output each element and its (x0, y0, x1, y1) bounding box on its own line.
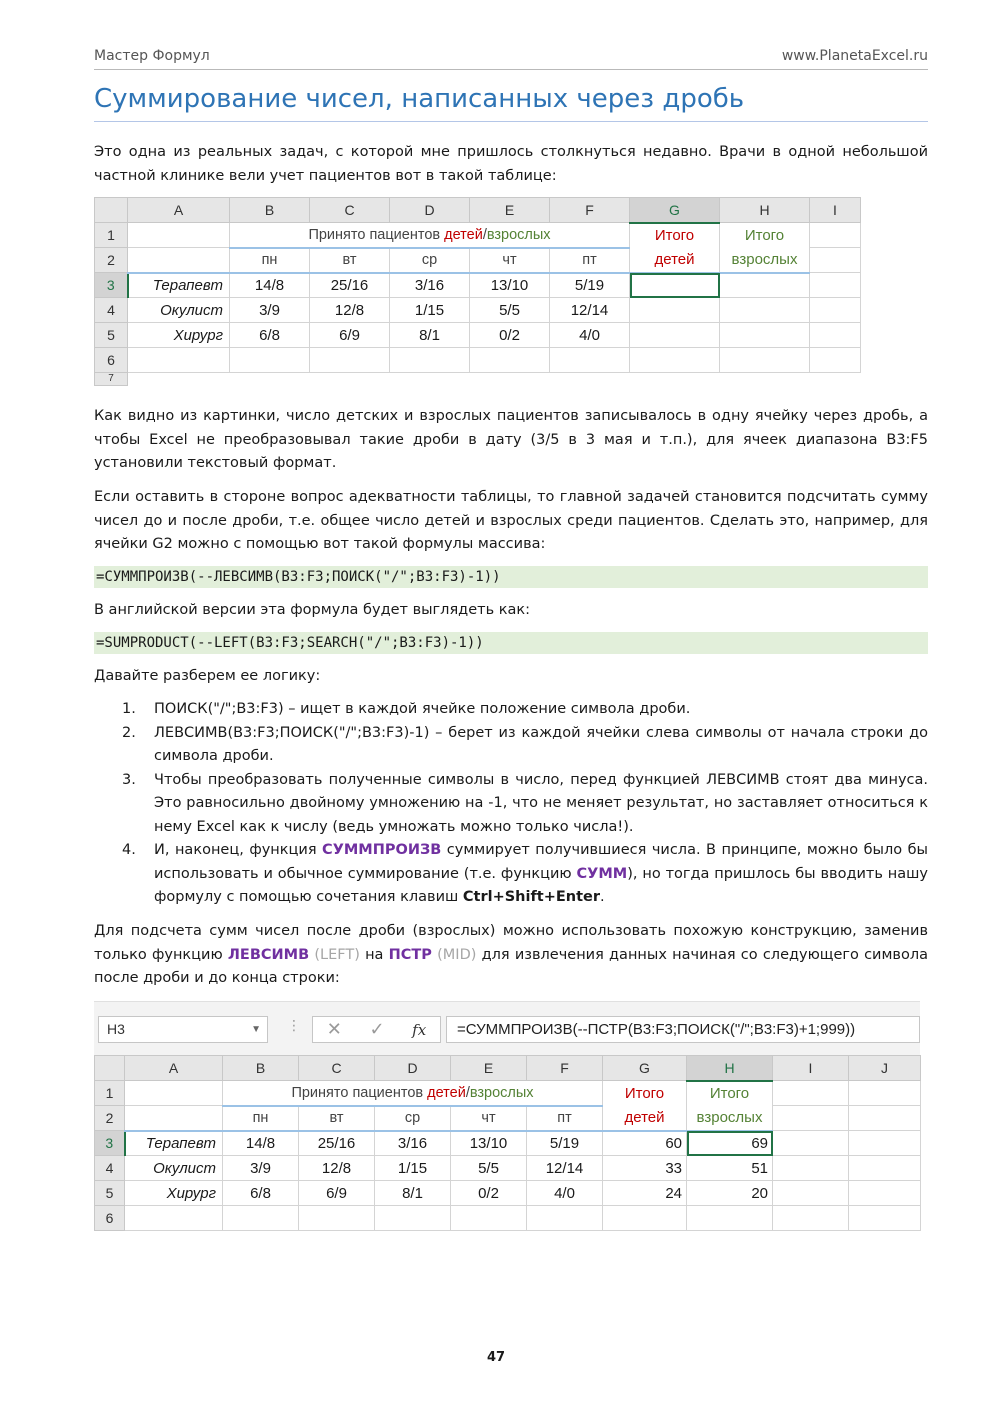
row-header[interactable]: 6 (95, 1206, 125, 1231)
header-children: детей (427, 1084, 466, 1101)
intro-paragraph: Это одна из реальных задач, с которой мне пришлось столкнуться недавно. Врачи в одной небольшой частной клинике вели учет пациентов вот в такой таблице: (94, 144, 928, 184)
doctor-name[interactable]: Хирург (128, 323, 230, 348)
data-cell[interactable]: 25/16 (310, 273, 390, 298)
cell[interactable] (630, 298, 720, 323)
day-header[interactable]: пн (223, 1106, 299, 1131)
day-header[interactable]: чт (470, 248, 550, 273)
cell[interactable] (849, 1181, 921, 1206)
itogo-adults-label[interactable]: Итого (720, 223, 810, 248)
page-title: Суммирование чисел, написанных через дробь (94, 84, 745, 114)
column-header[interactable]: D (375, 1056, 451, 1081)
data-cell[interactable]: 4/0 (550, 323, 630, 348)
children-label[interactable]: детей (630, 248, 720, 273)
data-cell[interactable]: 4/0 (527, 1181, 603, 1206)
column-header[interactable]: H (687, 1056, 773, 1081)
para-text: на (359, 946, 389, 963)
data-cell[interactable]: 25/16 (299, 1131, 375, 1156)
mid-paragraph (94, 920, 928, 991)
function-english: (LEFT) (309, 946, 360, 963)
total-adults-cell[interactable]: 20 (687, 1181, 773, 1206)
insert-function-icon[interactable]: fx (412, 1020, 427, 1039)
merged-header-cell[interactable] (223, 1081, 603, 1106)
data-cell[interactable]: 1/15 (390, 298, 470, 323)
row-header[interactable]: 3 (95, 273, 128, 298)
column-header[interactable]: A (125, 1056, 223, 1081)
formula-bar (94, 1001, 920, 1055)
doctor-name[interactable]: Окулист (125, 1156, 223, 1181)
data-cell[interactable]: 5/5 (470, 298, 550, 323)
cell[interactable] (849, 1206, 921, 1231)
cell[interactable] (128, 373, 861, 386)
column-header[interactable]: B (230, 198, 310, 223)
itogo-children-label[interactable]: Итого (630, 223, 720, 248)
doctor-name[interactable]: Окулист (128, 298, 230, 323)
data-cell[interactable]: 13/10 (451, 1131, 527, 1156)
doctor-name[interactable]: Терапевт (128, 273, 230, 298)
cell[interactable] (810, 323, 861, 348)
itogo-children-label[interactable]: Итого (603, 1081, 687, 1106)
cell[interactable] (849, 1081, 921, 1106)
row-header[interactable]: 1 (95, 223, 128, 248)
row-header[interactable]: 3 (95, 1131, 125, 1156)
function-name: СУММ (576, 865, 628, 882)
data-cell[interactable]: 3/16 (375, 1131, 451, 1156)
row-header[interactable]: 2 (95, 1106, 125, 1131)
para-text: Для подсчета сумм чисел после дроби (взрослых) можно использовать похожую конструкцию, заменив только функцию (94, 923, 928, 963)
cell[interactable] (720, 298, 810, 323)
formula-input[interactable]: =СУММПРОИЗВ(--ПСТР(B3:F3;ПОИСК("/";B3:F3)+1;999)) (446, 1016, 920, 1043)
header-adults: взрослых (486, 226, 551, 243)
data-cell[interactable]: 8/1 (375, 1181, 451, 1206)
cell[interactable] (630, 348, 720, 373)
cell[interactable] (773, 1131, 849, 1156)
data-cell[interactable]: 3/9 (230, 298, 310, 323)
day-header[interactable]: вт (299, 1106, 375, 1131)
cell[interactable] (451, 1206, 527, 1231)
chevron-down-icon[interactable]: ▼ (251, 1024, 261, 1035)
data-cell[interactable]: 1/15 (375, 1156, 451, 1181)
header-prefix: Принято пациентов (308, 226, 445, 243)
cell[interactable] (720, 348, 810, 373)
cell[interactable] (128, 248, 230, 273)
list-text: суммирует получившиеся числа. В принципе, можно было бы использовать и обычное суммирование (т.е. функцию (154, 842, 929, 882)
cell[interactable] (550, 348, 630, 373)
data-cell[interactable]: 3/16 (390, 273, 470, 298)
cell[interactable] (720, 323, 810, 348)
header-slash: / (465, 1084, 470, 1101)
list-number: 4. (122, 842, 136, 858)
column-header[interactable]: F (527, 1056, 603, 1081)
data-cell[interactable]: 12/14 (527, 1156, 603, 1181)
adults-label[interactable]: взрослых (687, 1106, 773, 1131)
cell[interactable] (810, 273, 861, 298)
list-number: 1. (122, 701, 136, 717)
cell[interactable] (128, 223, 230, 248)
data-cell[interactable]: 6/9 (299, 1181, 375, 1206)
cell[interactable] (470, 348, 550, 373)
formula-english: =SUMPRODUCT(--LEFT(B3:F3;SEARCH("/";B3:F3)-1)) (94, 632, 928, 654)
list-number: 3. (122, 771, 136, 788)
function-english: (MID) (431, 946, 477, 963)
column-header[interactable]: F (550, 198, 630, 223)
header-children: детей (444, 226, 483, 243)
adults-label[interactable]: взрослых (720, 248, 810, 273)
list-text: ), но тогда пришлось бы вводить нашу формулу с помощью сочетания клавиш (154, 865, 928, 905)
day-header[interactable]: ср (390, 248, 470, 273)
page-number: 47 (486, 1350, 506, 1365)
merged-header-cell[interactable] (230, 223, 630, 248)
column-header[interactable]: C (310, 198, 390, 223)
total-adults-cell[interactable]: 51 (687, 1156, 773, 1181)
column-header[interactable]: D (390, 198, 470, 223)
header-slash: / (482, 226, 487, 243)
itogo-adults-label[interactable]: Итого (687, 1081, 773, 1106)
confirm-icon[interactable]: ✓ (369, 1019, 385, 1040)
cell[interactable] (773, 1206, 849, 1231)
list-item (122, 698, 928, 722)
list-item (122, 722, 928, 769)
header-adults: взрослых (469, 1084, 534, 1101)
column-header[interactable]: I (810, 198, 861, 223)
name-box[interactable] (98, 1016, 268, 1043)
column-header[interactable]: E (470, 198, 550, 223)
data-cell[interactable]: 6/8 (223, 1181, 299, 1206)
drag-handle-icon[interactable]: ⋮ (287, 1018, 301, 1034)
cell[interactable] (810, 298, 861, 323)
logic-intro-paragraph: Давайте разберем ее логику: (94, 668, 321, 684)
day-header[interactable]: пн (230, 248, 310, 273)
data-cell[interactable]: 14/8 (223, 1131, 299, 1156)
day-header[interactable]: ср (375, 1106, 451, 1131)
column-header[interactable]: G (603, 1056, 687, 1081)
list-item (122, 839, 928, 910)
cell[interactable] (687, 1206, 773, 1231)
cell[interactable] (390, 348, 470, 373)
cell[interactable] (310, 348, 390, 373)
day-header[interactable]: чт (451, 1106, 527, 1131)
data-cell[interactable]: 6/8 (230, 323, 310, 348)
cell[interactable] (810, 348, 861, 373)
cancel-icon[interactable]: ✕ (326, 1019, 342, 1040)
row-header[interactable]: 4 (95, 298, 128, 323)
data-cell[interactable]: 12/14 (550, 298, 630, 323)
cell[interactable] (849, 1131, 921, 1156)
column-header[interactable]: J (849, 1056, 921, 1081)
function-name: ПСТР (388, 946, 432, 963)
cell[interactable] (773, 1106, 849, 1131)
cell[interactable] (720, 273, 810, 298)
data-cell[interactable]: 0/2 (451, 1181, 527, 1206)
task-paragraph: Если оставить в стороне вопрос адекватности таблицы, то главной задачей становится подсчитать сумму чисел до и после дроби, т.е. общее число детей и взрослых среди пациентов. Сделать это, например, для ячейки G2 можно с помощью вот такой формулы массива: (94, 489, 928, 552)
row-header[interactable]: 7 (95, 373, 128, 386)
row-header[interactable]: 6 (95, 348, 128, 373)
column-header[interactable]: C (299, 1056, 375, 1081)
row-header[interactable]: 2 (95, 248, 128, 273)
patients-table-2 (94, 1055, 921, 1231)
row-header[interactable]: 5 (95, 1181, 125, 1206)
cell[interactable] (849, 1156, 921, 1181)
doctor-name[interactable]: Хирург (125, 1181, 223, 1206)
cell[interactable] (125, 1106, 223, 1131)
list-item (122, 769, 928, 840)
data-cell[interactable]: 13/10 (470, 273, 550, 298)
cell[interactable] (603, 1206, 687, 1231)
column-header[interactable]: H (720, 198, 810, 223)
active-cell-h3[interactable]: 69 (687, 1131, 773, 1156)
select-all-corner[interactable] (95, 198, 128, 223)
cell[interactable] (299, 1206, 375, 1231)
cell[interactable] (223, 1206, 299, 1231)
cell[interactable] (773, 1081, 849, 1106)
data-cell[interactable]: 5/5 (451, 1156, 527, 1181)
list-text: ЛЕВСИМВ(B3:F3;ПОИСК("/";B3:F3)-1) – берет из каждой ячейки слева символы от начала строки до символа дроби. (154, 724, 928, 764)
formula-bar-buttons (312, 1016, 441, 1043)
name-box-value: H3 (107, 1021, 125, 1037)
data-cell[interactable]: 5/19 (550, 273, 630, 298)
cell[interactable] (849, 1106, 921, 1131)
cell[interactable] (527, 1206, 603, 1231)
data-cell[interactable]: 14/8 (230, 273, 310, 298)
para-text: для извлечения данных начиная со следующего символа после дроби и до конца строки: (94, 946, 928, 986)
header-prefix: Принято пациентов (291, 1084, 428, 1101)
running-header-site: www.PlanetaExcel.ru (781, 48, 928, 64)
row-header[interactable]: 4 (95, 1156, 125, 1181)
cell[interactable] (810, 248, 861, 273)
column-header[interactable]: G (630, 198, 720, 223)
running-header-title: Мастер Формул (94, 48, 210, 64)
data-cell[interactable]: 6/9 (310, 323, 390, 348)
function-name: ЛЕВСИМВ (227, 946, 310, 963)
day-header[interactable]: вт (310, 248, 390, 273)
column-header[interactable]: I (773, 1056, 849, 1081)
column-header[interactable]: E (451, 1056, 527, 1081)
doctor-name[interactable]: Терапевт (125, 1131, 223, 1156)
cell[interactable] (810, 223, 861, 248)
data-cell[interactable]: 5/19 (527, 1131, 603, 1156)
logic-list (122, 698, 928, 910)
list-text: . (600, 889, 605, 905)
data-cell[interactable]: 8/1 (390, 323, 470, 348)
children-label[interactable]: детей (603, 1106, 687, 1131)
column-header[interactable]: A (128, 198, 230, 223)
data-cell[interactable]: 3/9 (223, 1156, 299, 1181)
select-all-corner[interactable] (95, 1056, 125, 1081)
day-header[interactable]: пт (527, 1106, 603, 1131)
day-header[interactable]: пт (550, 248, 630, 273)
data-cell[interactable]: 0/2 (470, 323, 550, 348)
function-name: СУММПРОИЗВ (322, 842, 442, 858)
header-divider (94, 69, 928, 70)
cell[interactable] (128, 348, 230, 373)
total-children-cell[interactable]: 24 (603, 1181, 687, 1206)
cell[interactable] (375, 1206, 451, 1231)
total-children-cell[interactable]: 33 (603, 1156, 687, 1181)
cell[interactable] (125, 1081, 223, 1106)
list-text: ПОИСК("/";B3:F3) – ищет в каждой ячейке положение символа дроби. (154, 701, 691, 717)
row-header[interactable]: 1 (95, 1081, 125, 1106)
active-cell-g3[interactable] (630, 273, 720, 298)
cell[interactable] (230, 348, 310, 373)
list-number: 2. (122, 724, 136, 741)
cell[interactable] (773, 1181, 849, 1206)
title-divider (94, 121, 928, 122)
cell[interactable] (125, 1206, 223, 1231)
explanation-paragraph: Как видно из картинки, число детских и взрослых пациентов записывалось в одну ячейку через дробь, а чтобы Excel не преобразовывал такие дроби в дату (3/5 в 3 мая и т.п.), для ячеек диапазона B3:F5 установили текстовый формат. (94, 408, 928, 471)
column-header[interactable]: B (223, 1056, 299, 1081)
formula-russian: =СУММПРОИЗВ(--ЛЕВСИМВ(B3:F3;ПОИСК("/";B3:F3)-1)) (94, 566, 928, 588)
cell[interactable] (630, 323, 720, 348)
list-text: И, наконец, функция (154, 842, 323, 858)
english-version-paragraph: В английской версии эта формула будет выглядеть как: (94, 602, 531, 618)
cell[interactable] (773, 1156, 849, 1181)
key-combo: Ctrl+Shift+Enter (462, 889, 600, 905)
list-text: Чтобы преобразовать полученные символы в число, перед функцией ЛЕВСИМВ стоят два минуса. Это равносильно двойному умножению на -1, что не меняет результат, но заставляет относиться к нему Excel как к числу (ведь умножать можно только числа!). (154, 771, 928, 835)
row-header[interactable]: 5 (95, 323, 128, 348)
patients-table-1 (94, 197, 861, 386)
data-cell[interactable]: 12/8 (299, 1156, 375, 1181)
total-children-cell[interactable]: 60 (603, 1131, 687, 1156)
data-cell[interactable]: 12/8 (310, 298, 390, 323)
